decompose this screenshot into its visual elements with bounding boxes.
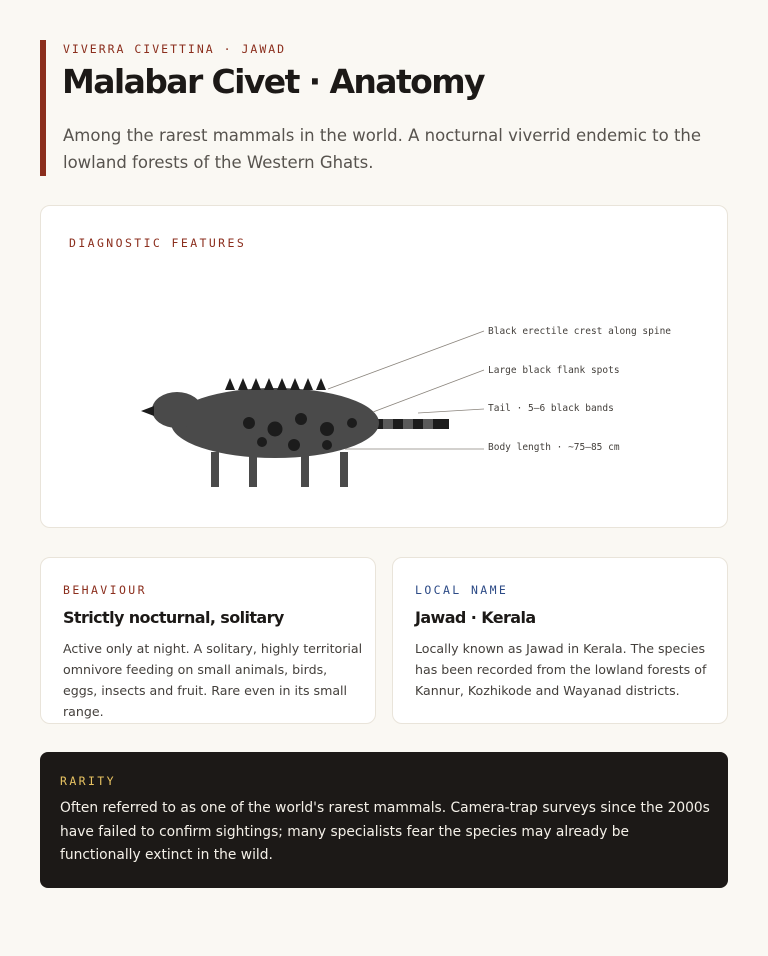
callout-crest: Black erectile crest along spine: [488, 326, 672, 337]
callout-flank-spots: Large black flank spots: [488, 365, 620, 376]
callout-tail-bands: Tail · 5–6 black bands: [488, 403, 614, 414]
rarity-panel: [40, 752, 728, 888]
callout-body-length: Body length · ~75–85 cm: [488, 442, 620, 453]
civet-leg: [301, 452, 309, 487]
civet-illustration: [141, 378, 449, 487]
behaviour-card: [40, 557, 376, 724]
callout-labels: [488, 326, 671, 453]
civet-leg: [211, 452, 219, 487]
diagnostic-features-card: [40, 205, 728, 528]
civet-snout: [141, 406, 154, 416]
rarity-label: RARITY: [60, 774, 116, 788]
diagnostic-features-label: DIAGNOSTIC FEATURES: [69, 236, 247, 250]
local-name-label: LOCAL NAME: [415, 583, 509, 597]
leader-line-spots: [373, 370, 484, 412]
civet-leg: [340, 452, 348, 487]
behaviour-label: BEHAVIOUR: [63, 583, 147, 597]
behaviour-title: Strictly nocturnal, solitary: [63, 608, 284, 627]
page-title: Malabar Civet · Anatomy: [62, 62, 484, 101]
civet-head: [152, 392, 202, 428]
local-name-title: Jawad · Kerala: [415, 608, 536, 627]
page-lede: Among the rarest mammals in the world. A nocturnal viverrid endemic to the lowland forests of the Western Ghats.: [63, 126, 702, 172]
species-eyebrow: VIVERRA CIVETTINA · JAWAD: [63, 42, 287, 56]
leader-line-crest: [328, 331, 484, 389]
rarity-body: Often referred to as one of the world's rarest mammals. Camera-trap surveys since the 2000s have failed to confirm sightings; many specialists fear the species may already be functionally extinct in the wild.: [60, 800, 710, 863]
page-header: [40, 40, 700, 176]
behaviour-body: Active only at night. A solitary, highly territorial omnivore feeding on small animals, birds, eggs, insects and fruit. Rare even in its small range.: [63, 641, 363, 719]
civet-anatomy-diagram: [41, 206, 729, 529]
local-name-card: [392, 557, 728, 724]
leader-line-tail: [418, 409, 484, 413]
civet-banded-tail: [373, 419, 449, 429]
local-name-body: Locally known as Jawad in Kerala. The species has been recorded from the lowland forests of Kannur, Kozhikode and Wayanad districts.: [415, 641, 707, 698]
